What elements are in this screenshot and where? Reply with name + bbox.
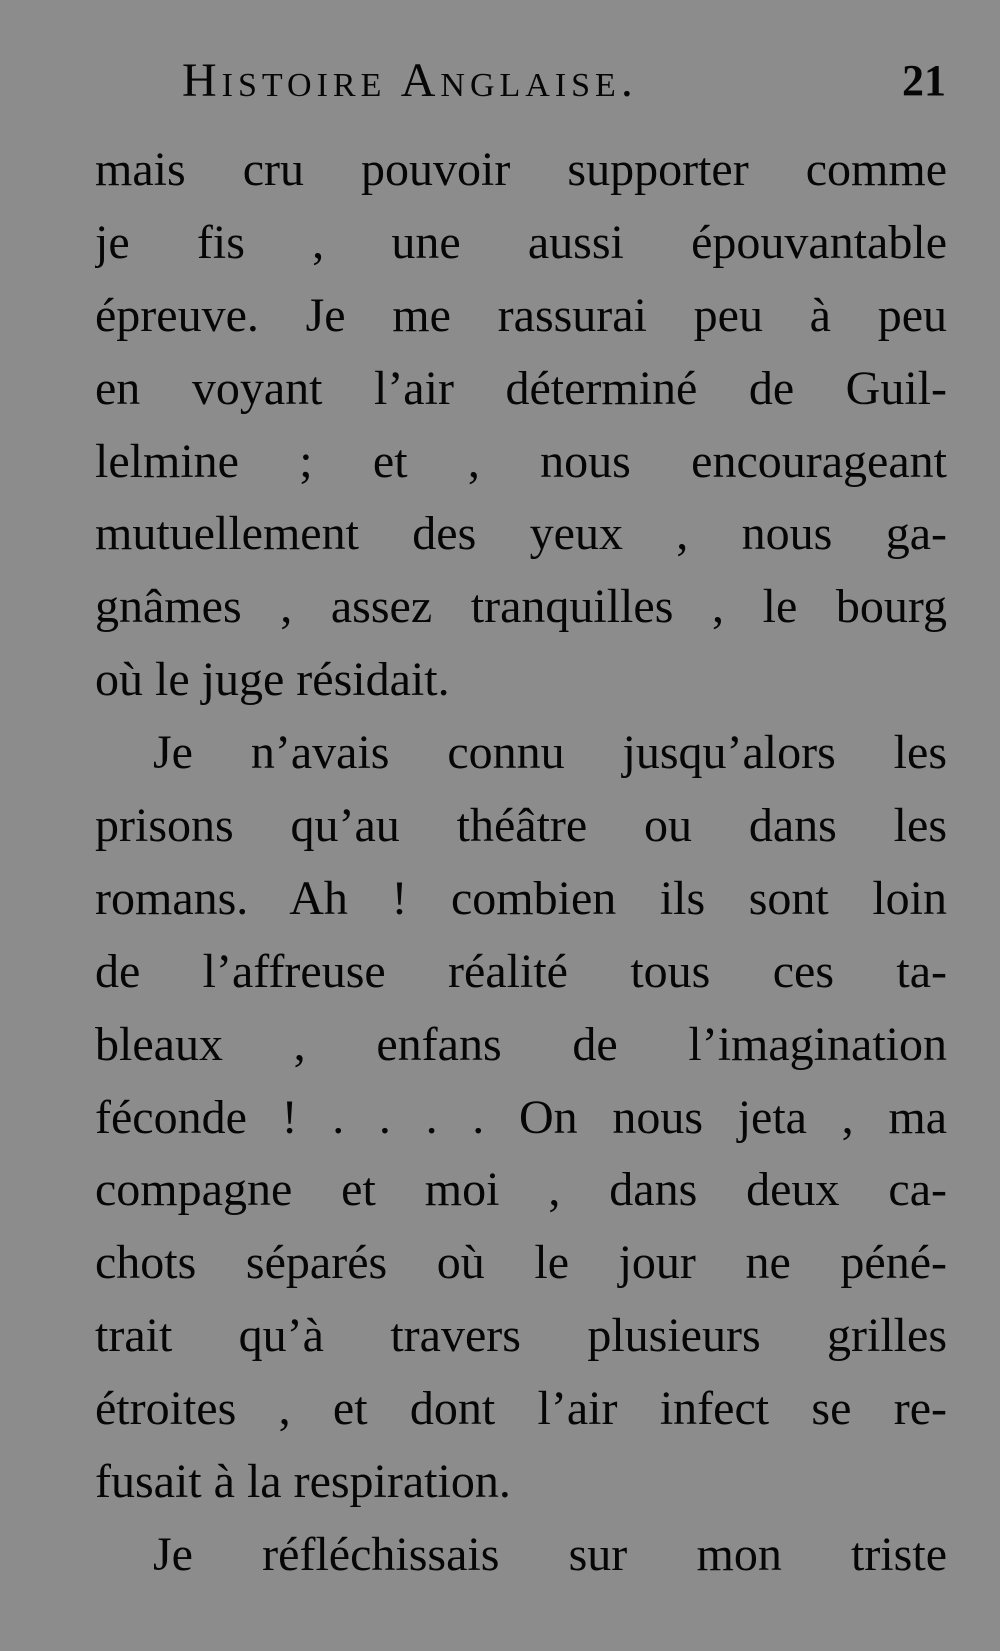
text-line: compagne et moi , dans deux ca- — [95, 1163, 947, 1217]
text-line: mutuellement des yeux , nous ga- — [95, 507, 947, 561]
paragraph-end-line: fusait à la respiration. — [95, 1455, 511, 1509]
running-title: Histoire Anglaise. — [182, 54, 638, 107]
text-line: mais cru pouvoir supporter comme — [95, 143, 947, 196]
running-head — [182, 50, 946, 112]
text-line: épreuve. Je me rassurai peu à peu — [95, 288, 947, 342]
text-line: féconde ! . . . . On nous jeta , ma — [95, 1090, 947, 1144]
paragraph-first-line: Je réfléchissais sur mon triste — [153, 1527, 947, 1581]
text-line: lelmine ; et , nous encourageant — [95, 434, 947, 488]
text-line: gnâmes , assez tranquilles , le bourg — [95, 580, 947, 634]
text-line: en voyant l’air déterminé de Guil- — [95, 361, 947, 415]
text-line: je fis , une aussi épouvantable — [95, 215, 947, 269]
paragraph-end-line: où le juge résidait. — [95, 653, 450, 707]
page-number: 21 — [902, 56, 946, 105]
text-line: étroites , et dont l’air infect se re- — [95, 1382, 947, 1436]
text-line: prisons qu’au théâtre ou dans les — [95, 799, 947, 853]
text-line: romans. Ah ! combien ils sont loin — [95, 871, 947, 925]
paragraph-first-line: Je n’avais connu jusqu’alors les — [153, 726, 947, 780]
text-line: chots séparés où le jour ne péné- — [95, 1236, 947, 1290]
text-line: bleaux , enfans de l’imagination — [95, 1017, 947, 1071]
body-text — [95, 134, 947, 1592]
text-line: de l’affreuse réalité tous ces ta- — [95, 944, 947, 998]
text-line: trait qu’à travers plusieurs grilles — [95, 1309, 947, 1363]
